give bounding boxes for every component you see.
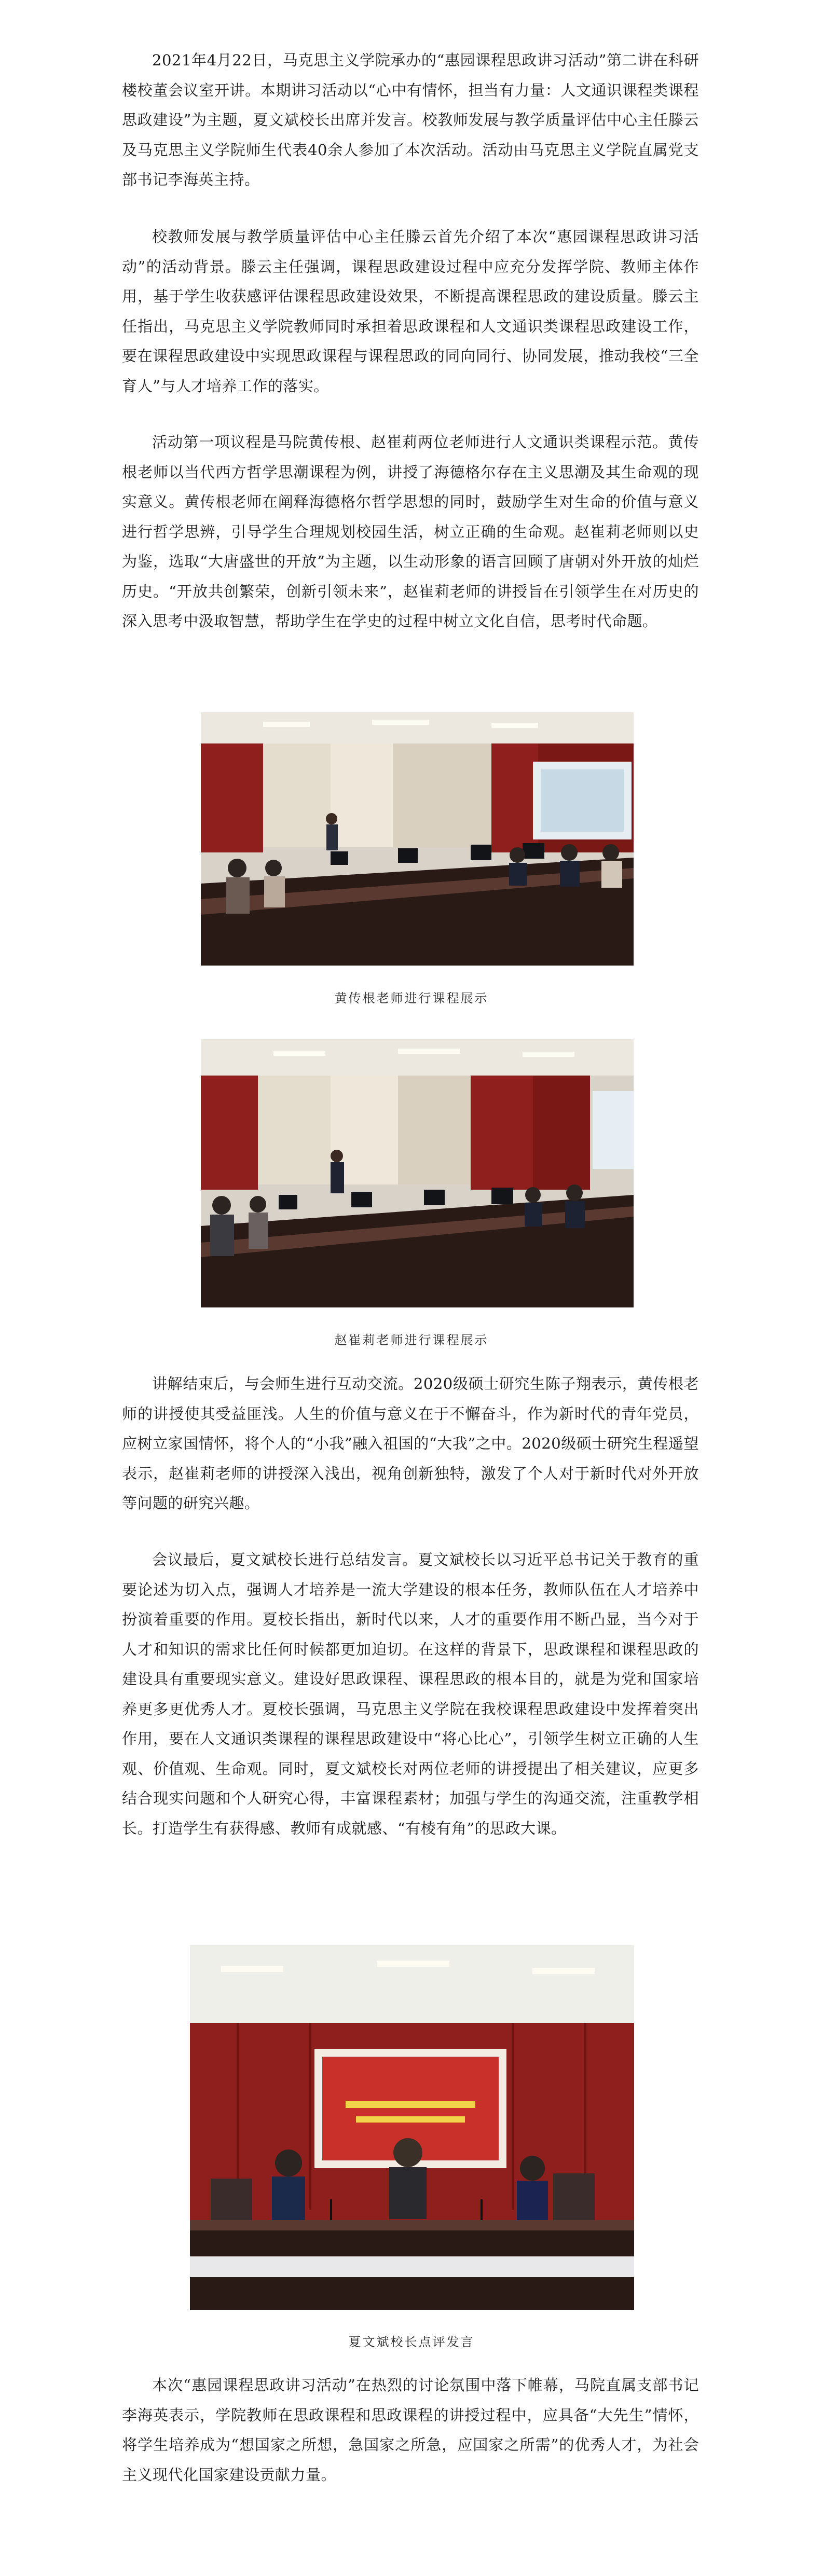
- speech-photo-xia: [190, 1945, 634, 2310]
- paragraph-summary: 会议最后，夏文斌校长进行总结发言。夏文斌校长以习近平总书记关于教育的重要论述为切入点，强调人才培养是一流大学建设的根本任务，教师队伍在人才培养中扮演着重要的作用。夏校长指出，新时代以来，人才的重要作用不断凸显，当今对于人才和知识的需求比任何时候都更加迫切。在这样的背景下，思政课程和课程思政的建设具有重要现实意义。建设好思政课程、课程思政的根本目的，就是为党和国家培养更多更优秀人才。夏校长强调，马克思主义学院在我校课程思政建设中发挥着突出作用，要在人文通识类课程的课程思政建设中“将心比心”，引领学生树立正确的人生观、价值观、生命观。同时，夏文斌校长对两位老师的讲授提出了相关建议，应更多结合现实问题和个人研究心得，丰富课程素材；加强与学生的沟通交流，注重教学相长。打造学生有获得感、教师有成就感、“有棱有角”的思政大课。: [122, 1551, 699, 1837]
- paragraph-background: 校教师发展与教学质量评估中心主任滕云首先介绍了本次“惠园课程思政讲习活动”的活动背景。滕云主任强调，课程思政建设过程中应充分发挥学院、教师主体作用，基于学生收获感评估课程思政建设效果，不断提高课程思政的建设质量。滕云主任指出，马克思主义学院教师同时承担着思政课程和人文通识类课程思政建设工作，要在课程思政建设中实现思政课程与课程思政的同向同行、协同发展，推动我校“三全育人”与人才培养工作的落实。: [122, 228, 699, 395]
- paragraph-intro: 2021年4月22日，马克思主义学院承办的“惠园课程思政讲习活动”第二讲在科研楼校董会议室开讲。本期讲习活动以“心中有情怀，担当有力量：人文通识课程类课程思政建设”为主题，夏文斌校长出席并发言。校教师发展与教学质量评估中心主任滕云及马克思主义学院师生代表40余人参加了本次活动。活动由马克思主义学院直属党支部书记李海英主持。: [122, 51, 699, 188]
- photo-caption: 赵崔莉老师进行课程展示: [334, 1333, 489, 1347]
- paragraph-discussion: 讲解结束后，与会师生进行互动交流。2020级硕士研究生陈子翔表示，黄传根老师的讲授使其受益匪浅。人生的价值与意义在于不懈奋斗，作为新时代的青年党员，应树立家国情怀，将个人的“小我”融入祖国的“大我”之中。2020级硕士研究生程遥望表示，赵崔莉老师的讲授深入浅出，视角创新独特，激发了个人对于新时代对外开放等问题的研究兴趣。: [122, 1375, 699, 1512]
- lecture-photo-zhao: [201, 1039, 634, 1307]
- photo-caption: 夏文斌校长点评发言: [348, 2335, 475, 2349]
- lecture-photo-huang: [201, 712, 634, 966]
- paragraph-closing: 本次“惠园课程思政讲习活动”在热烈的讨论氛围中落下帷幕，马院直属支部书记李海英表示，学院教师在思政课程和思政课程的讲授过程中，应具备“大先生”情怀，将学生培养成为“想国家之所想，急国家之所急，应国家之所需”的优秀人才，为社会主义现代化国家建设贡献力量。: [122, 2376, 699, 2484]
- paragraph-demonstration: 活动第一项议程是马院黄传根、赵崔莉两位老师进行人文通识类课程示范。黄传根老师以当代西方哲学思潮课程为例，讲授了海德格尔存在主义思潮及其生命观的现实意义。黄传根老师在阐释海德格尔哲学思想的同时，鼓励学生对生命的价值与意义进行哲学思辨，引导学生合理规划校园生活，树立正确的生命观。赵崔莉老师则以史为鉴，选取“大唐盛世的开放”为主题，以生动形象的语言回顾了唐朝对外开放的灿烂历史。“开放共创繁荣，创新引领未来”，赵崔莉老师的讲授旨在引领学生在对历史的深入思考中汲取智慧，帮助学生在学史的过程中树立文化自信，思考时代命题。: [122, 433, 699, 630]
- photo-caption: 黄传根老师进行课程展示: [334, 991, 489, 1005]
